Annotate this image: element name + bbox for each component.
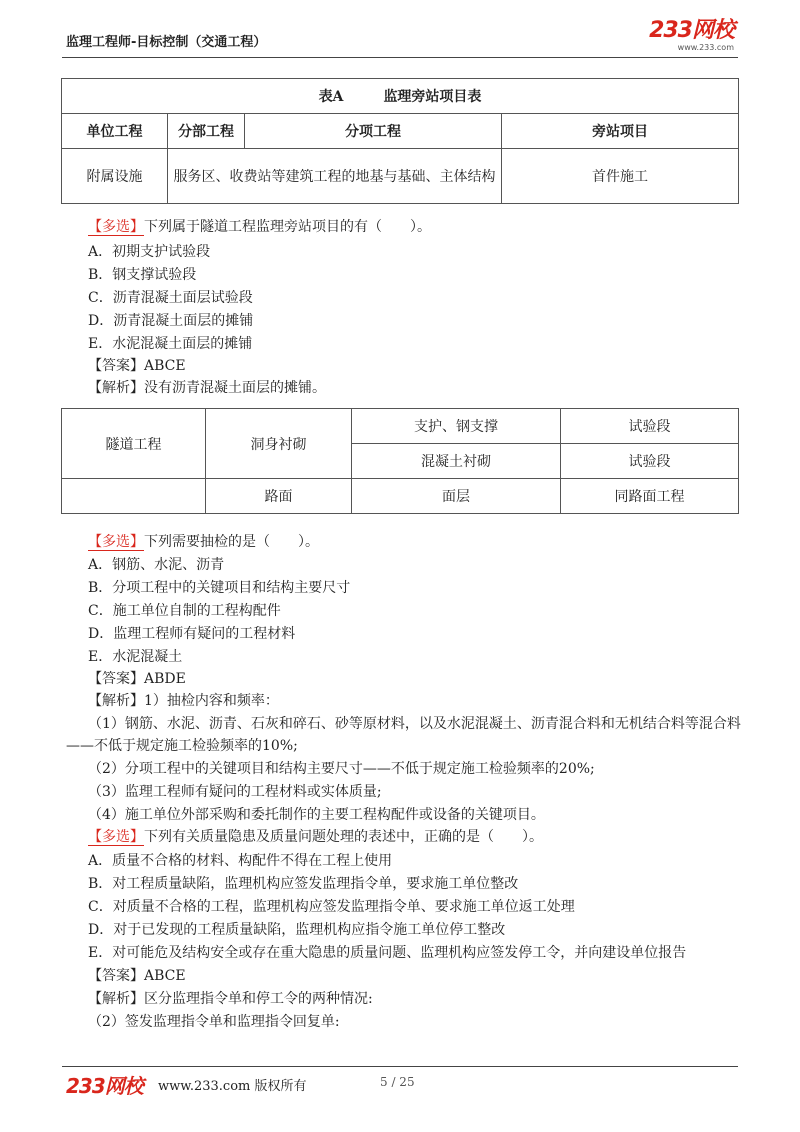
footer-site[interactable]: www.233.com 版权所有	[158, 1079, 307, 1094]
question-tag: 【多选】	[88, 829, 144, 845]
table-cell: 首件施工	[502, 149, 739, 204]
analysis-item: （2）签发监理指令单和监理指令回复单:	[88, 1014, 340, 1030]
footer-logo[interactable]: 233网校	[66, 1074, 143, 1098]
table-header-cell: 旁站项目	[502, 114, 739, 149]
answer: 【答案】ABDE	[88, 671, 186, 687]
table-cell: 附属设施	[62, 149, 168, 204]
doc-title: 监理工程师-目标控制（交通工程）	[66, 35, 267, 50]
question-tag: 【多选】	[88, 534, 144, 550]
question-text: 下列属于隧道工程监理旁站项目的有（ ）。	[144, 219, 431, 235]
option-b: B．对工程质量缺陷，监理机构应签发监理指令单，要求施工单位整改	[88, 876, 519, 892]
question-text: 下列有关质量隐患及质量问题处理的表述中，正确的是（ ）。	[144, 829, 543, 845]
analysis: 【解析】区分监理指令单和停工令的两种情况:	[88, 991, 373, 1007]
option-a: A．质量不合格的材料、构配件不得在工程上使用	[88, 853, 393, 869]
table-tunnel	[61, 408, 739, 514]
page-number: 5 / 25	[380, 1075, 415, 1089]
analysis-item: （1）钢筋、水泥、沥青、石灰和碎石、砂等原材料，以及水泥混凝土、沥青混合料和无机结合料等混合料——不低于规定施工检验频率的10%;	[66, 716, 741, 754]
question-text: 下列需要抽检的是（ ）。	[144, 534, 319, 550]
table-cell: 试验段	[561, 409, 739, 444]
option-e: E．对可能危及结构安全或存在重大隐患的质量问题、监理机构应签发停工令，并向建设单位报告	[88, 945, 687, 961]
option-a: A．初期支护试验段	[88, 244, 211, 260]
table-cell: 路面	[206, 479, 352, 514]
header-divider	[62, 57, 738, 58]
table-cell: 同路面工程	[561, 479, 739, 514]
option-e: E．水泥混凝土	[88, 649, 183, 665]
analysis-item: （3）监理工程师有疑问的工程材料或实体质量;	[88, 784, 382, 800]
option-b: B．分项工程中的关键项目和结构主要尺寸	[88, 580, 351, 596]
option-c: C．施工单位自制的工程构配件	[88, 603, 281, 619]
footer-divider	[62, 1066, 738, 1067]
table-cell: 隧道工程	[62, 409, 206, 479]
option-c: C．沥青混凝土面层试验段	[88, 290, 253, 306]
option-e: E．水泥混凝土面层的摊铺	[88, 336, 253, 352]
option-d: D．沥青混凝土面层的摊铺	[88, 313, 254, 329]
analysis-item: （4）施工单位外部采购和委托制作的主要工程构配件或设备的关键项目。	[88, 807, 545, 823]
question-stem	[88, 217, 431, 237]
table-cell: 支护、钢支撑	[352, 409, 561, 444]
option-b: B．钢支撑试验段	[88, 267, 197, 283]
logo-subtext: www.233.com	[677, 43, 734, 52]
analysis-item: （2）分项工程中的关键项目和结构主要尺寸——不低于规定施工检验频率的20%;	[88, 761, 595, 777]
option-c: C．对质量不合格的工程，监理机构应签发监理指令单、要求施工单位返工处理	[88, 899, 575, 915]
option-d: D．对于已发现的工程质量缺陷，监理机构应指令施工单位停工整改	[88, 922, 506, 938]
table-cell: 服务区、收费站等建筑工程的地基与基础、主体结构	[168, 149, 502, 204]
table-cell: 试验段	[561, 444, 739, 479]
analysis: 【解析】没有沥青混凝土面层的摊铺。	[88, 380, 326, 396]
answer: 【答案】ABCE	[88, 968, 186, 984]
brand-logo[interactable]	[649, 20, 734, 52]
table-supervision-items	[61, 78, 739, 204]
table-cell: 面层	[352, 479, 561, 514]
table-header-cell: 单位工程	[62, 114, 168, 149]
caption-title: 监理旁站项目表	[383, 89, 482, 105]
table-header-cell: 分项工程	[245, 114, 502, 149]
question-stem	[88, 532, 319, 552]
question-stem	[88, 827, 543, 847]
option-a: A．钢筋、水泥、沥青	[88, 557, 225, 573]
table-cell: 混凝土衬砌	[352, 444, 561, 479]
answer: 【答案】ABCE	[88, 358, 186, 374]
table-caption	[62, 79, 739, 114]
table-cell: 洞身衬砌	[206, 409, 352, 479]
option-d: D．监理工程师有疑问的工程材料	[88, 626, 296, 642]
question-tag: 【多选】	[88, 219, 144, 235]
analysis: 【解析】1）抽检内容和频率：	[88, 693, 279, 709]
logo-text: 233网校	[649, 18, 734, 43]
caption-code: 表A	[318, 89, 344, 105]
table-header-cell: 分部工程	[168, 114, 245, 149]
